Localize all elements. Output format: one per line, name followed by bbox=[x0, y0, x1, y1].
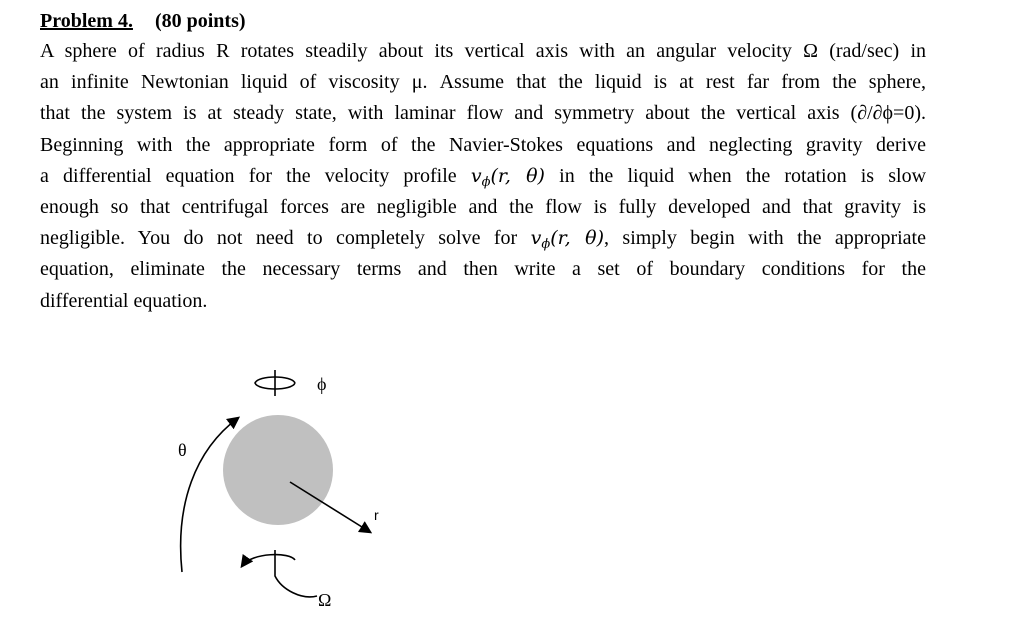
text-line-2: an infinite Newtonian liquid of viscosity μ. Assume that the liquid is at rest far from the sphere, bbox=[40, 71, 926, 94]
text-line-1: A sphere of radius R rotates steadily about its vertical axis with an angular velocity Ω (rad/sec) in bbox=[40, 40, 926, 62]
phi-label: ϕ bbox=[317, 374, 327, 394]
text-line-4: Beginning with the appropriate form of the Navier-Stokes equations and neglecting gravity derive bbox=[40, 133, 926, 156]
text-line-5-start: a differential equation for the velocity profile bbox=[40, 164, 457, 187]
velocity-base: v bbox=[470, 164, 482, 187]
problem-title: Problem 4. bbox=[40, 10, 133, 32]
text-line-6: enough so that centrifugal forces are negligible and the flow is fully developed and that gravity is bbox=[40, 195, 926, 218]
text-line-7 bbox=[40, 223, 926, 254]
velocity-subscript-2: ϕ bbox=[541, 237, 551, 253]
problem-points: (80 points) bbox=[154, 10, 246, 32]
problem-heading bbox=[40, 6, 926, 36]
text-line-8: equation, eliminate the necessary terms and then write a set of boundary conditions for the bbox=[40, 258, 926, 281]
omega-label: Ω bbox=[318, 590, 332, 610]
velocity-subscript: ϕ bbox=[481, 174, 491, 190]
text-line-7-start: negligible. You do not need to completely solve for bbox=[40, 227, 518, 250]
velocity-args-2: (r, θ) bbox=[550, 227, 604, 250]
rotating-sphere-figure bbox=[160, 350, 400, 620]
velocity-profile-symbol bbox=[470, 164, 545, 190]
problem-document bbox=[40, 6, 926, 317]
sphere-diagram-svg bbox=[160, 350, 400, 620]
velocity-base-2: v bbox=[530, 227, 542, 250]
text-line-9: differential equation. bbox=[40, 289, 208, 312]
velocity-args: (r, θ) bbox=[490, 164, 545, 187]
text-line-5-end: in the liquid when the rotation is slow bbox=[559, 164, 927, 187]
text-line-3: that the system is at steady state, with laminar flow and symmetry about the vertical axis (∂/∂ϕ=0). bbox=[40, 102, 926, 125]
omega-rotation-arrow-icon bbox=[242, 555, 295, 566]
sphere-icon bbox=[223, 415, 333, 525]
text-line-5 bbox=[40, 161, 926, 192]
theta-label: θ bbox=[178, 440, 187, 460]
r-label: r bbox=[374, 507, 379, 523]
text-line-7-end: , simply begin with the appropriate bbox=[604, 227, 926, 250]
axis-bottom-icon bbox=[275, 550, 317, 597]
velocity-profile-symbol-2 bbox=[530, 227, 604, 253]
